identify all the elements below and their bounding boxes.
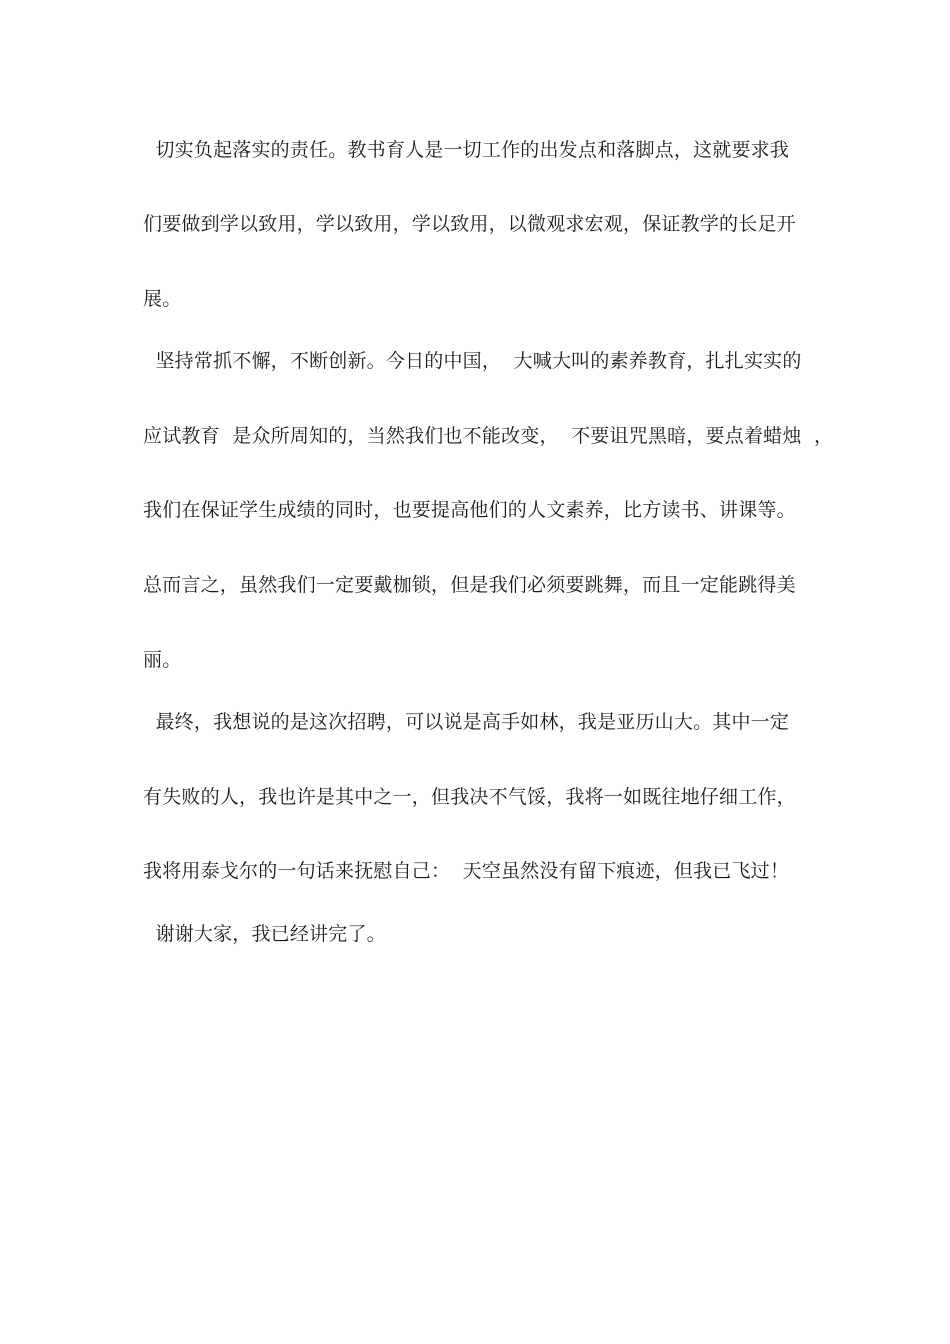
text-line: 应试教育 是众所周知的，当然我们也不能改变， 不要诅咒黑暗，要点着蜡烛 ， bbox=[143, 425, 834, 447]
text-line: 最终，我想说的是这次招聘，可以说是高手如林，我是亚历山大。其中一定 bbox=[143, 711, 790, 733]
text-line: 我们在保证学生成绩的同时，也要提高他们的人文素养，比方读书、讲课等。 bbox=[143, 499, 796, 521]
text-line: 们要做到学以致用，学以致用，学以致用，以微观求宏观，保证教学的长足开 bbox=[143, 213, 796, 235]
text-line: 坚持常抓不懈，不断创新。今日的中国， 大喊大叫的素养教育，扎扎实实的 bbox=[143, 350, 802, 372]
text-line: 谢谢大家，我已经讲完了。 bbox=[143, 923, 386, 945]
text-line: 展。 bbox=[143, 288, 182, 310]
text-line: 有失败的人，我也许是其中之一，但我决不气馁，我将一如既往地仔细工作， bbox=[143, 786, 796, 808]
text-line: 丽。 bbox=[143, 649, 182, 671]
text-line: 我将用泰戈尔的一句话来抚慰自己： 天空虽然没有留下痕迹，但我已飞过！ bbox=[143, 860, 790, 882]
text-line: 总而言之，虽然我们一定要戴枷锁，但是我们必须要跳舞，而且一定能跳得美 bbox=[143, 574, 796, 596]
text-line: 切实负起落实的责任。教书育人是一切工作的出发点和落脚点，这就要求我 bbox=[143, 139, 790, 161]
